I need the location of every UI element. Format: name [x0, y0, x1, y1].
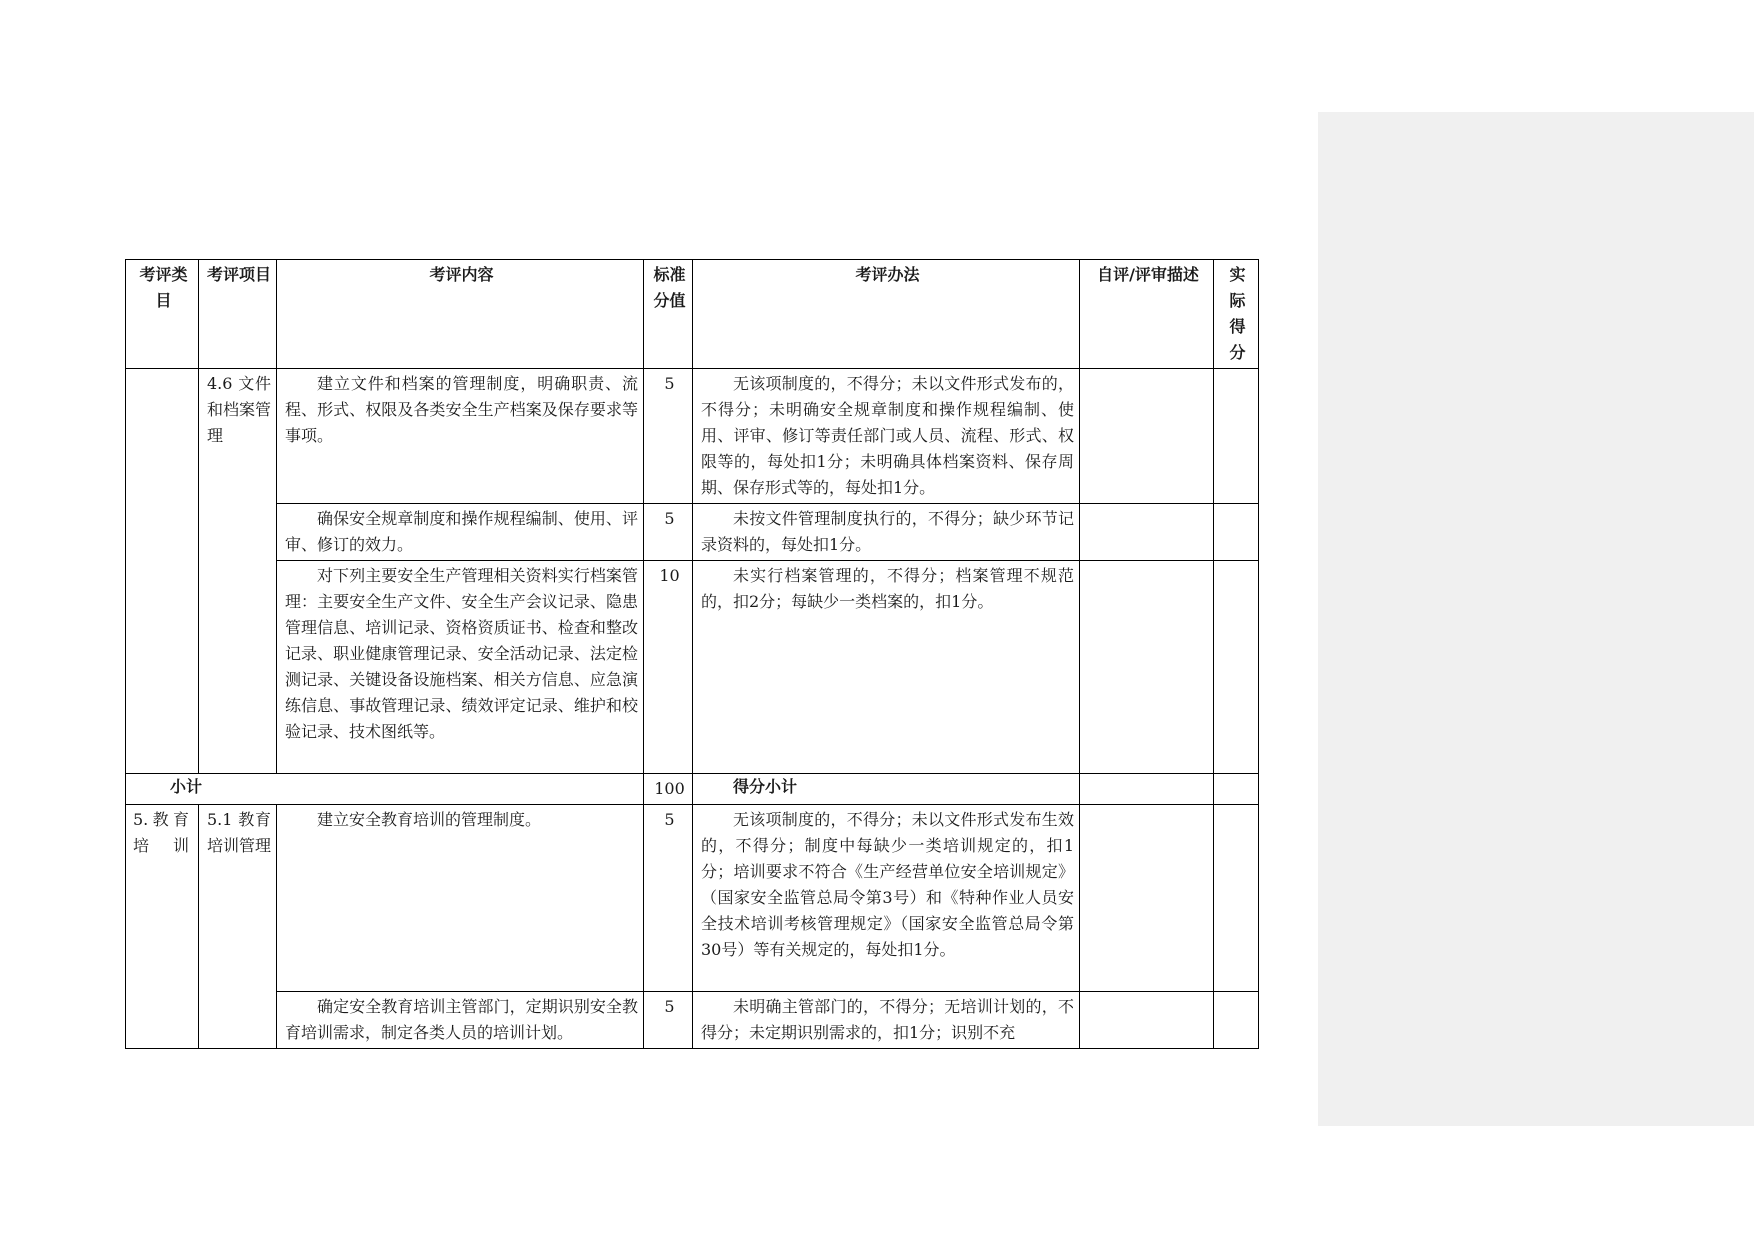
- item-cell: 5.1 教育培训管理: [199, 805, 277, 1049]
- method-cell-text: 未明确主管部门的，不得分；无培训计划的，不得分；未定期识别需求的，扣1分；识别不充: [701, 997, 1074, 1042]
- header-actual-score: 实际得分: [1214, 260, 1259, 369]
- header-item: 考评项目: [199, 260, 277, 369]
- content-cell: 建立文件和档案的管理制度，明确职责、流程、形式、权限及各类安全生产档案及保存要求等事项。: [277, 369, 644, 504]
- subtotal-score: 100: [644, 774, 693, 805]
- subtotal-method-label: 得分小计: [693, 774, 1080, 805]
- actual-score-cell: [1214, 992, 1259, 1049]
- score-cell: 5: [644, 805, 693, 992]
- self-eval-cell: [1080, 774, 1214, 805]
- content-cell: 对下列主要安全生产管理相关资料实行档案管理：主要安全生产文件、安全生产会议记录、隐患管理信息、培训记录、资格资质证书、检查和整改记录、职业健康管理记录、安全活动记录、法定检测记录、关键设备设施档案、相关方信息、应急演练信息、事故管理记录、绩效评定记录、维护和校验记录、技术图纸等。: [277, 561, 644, 774]
- score-cell: 5: [644, 992, 693, 1049]
- table-row: [126, 992, 1259, 1049]
- header-content: 考评内容: [277, 260, 644, 369]
- actual-score-cell: [1214, 805, 1259, 992]
- table-row: [126, 369, 1259, 504]
- category-cell-empty: [126, 369, 199, 774]
- score-cell: 5: [644, 504, 693, 561]
- header-method: 考评办法: [693, 260, 1080, 369]
- actual-score-cell: [1214, 774, 1259, 805]
- table-row: [126, 561, 1259, 774]
- self-eval-cell: [1080, 561, 1214, 774]
- item-cell: 4.6 文件和档案管理: [199, 369, 277, 774]
- content-cell: 确定安全教育培训主管部门，定期识别安全教育培训需求，制定各类人员的培训计划。: [277, 992, 644, 1049]
- header-row: [126, 260, 1259, 369]
- subtotal-label: 小计: [126, 774, 644, 805]
- method-cell: [693, 992, 1080, 1049]
- score-cell: 10: [644, 561, 693, 774]
- header-category: 考评类目: [126, 260, 199, 369]
- self-eval-cell: [1080, 805, 1214, 992]
- self-eval-cell: [1080, 369, 1214, 504]
- self-eval-cell: [1080, 992, 1214, 1049]
- self-eval-cell: [1080, 504, 1214, 561]
- comment-margin-panel: [1318, 112, 1754, 1126]
- method-cell: 未实行档案管理的，不得分；档案管理不规范的，扣2分；每缺少一类档案的，扣1分。: [693, 561, 1080, 774]
- score-cell: 5: [644, 369, 693, 504]
- evaluation-table: [125, 259, 1259, 1049]
- table-row: [126, 504, 1259, 561]
- content-cell: 确保安全规章制度和操作规程编制、使用、评审、修订的效力。: [277, 504, 644, 561]
- method-cell: 无该项制度的，不得分；未以文件形式发布生效的，不得分；制度中每缺少一类培训规定的，扣1分；培训要求不符合《生产经营单位安全培训规定》（国家安全监管总局令第3号）和《特种作业人员安全技术培训考核管理规定》（国家安全监管总局令第30号）等有关规定的，每处扣1分。: [693, 805, 1080, 992]
- header-self-eval: 自评/评审描述: [1080, 260, 1214, 369]
- method-cell: 无该项制度的，不得分；未以文件形式发布的，不得分；未明确安全规章制度和操作规程编制、使用、评审、修订等责任部门或人员、流程、形式、权限等的，每处扣1分；未明确具体档案资料、保存周期、保存形式等的，每处扣1分。: [693, 369, 1080, 504]
- actual-score-cell: [1214, 369, 1259, 504]
- actual-score-cell: [1214, 561, 1259, 774]
- header-score: 标准分值: [644, 260, 693, 369]
- category-cell: 5.教育培训: [126, 805, 199, 1049]
- subtotal-row: [126, 774, 1259, 805]
- actual-score-cell: [1214, 504, 1259, 561]
- method-cell: 未按文件管理制度执行的，不得分；缺少环节记录资料的，每处扣1分。: [693, 504, 1080, 561]
- content-cell: 建立安全教育培训的管理制度。: [277, 805, 644, 992]
- table-row: [126, 805, 1259, 992]
